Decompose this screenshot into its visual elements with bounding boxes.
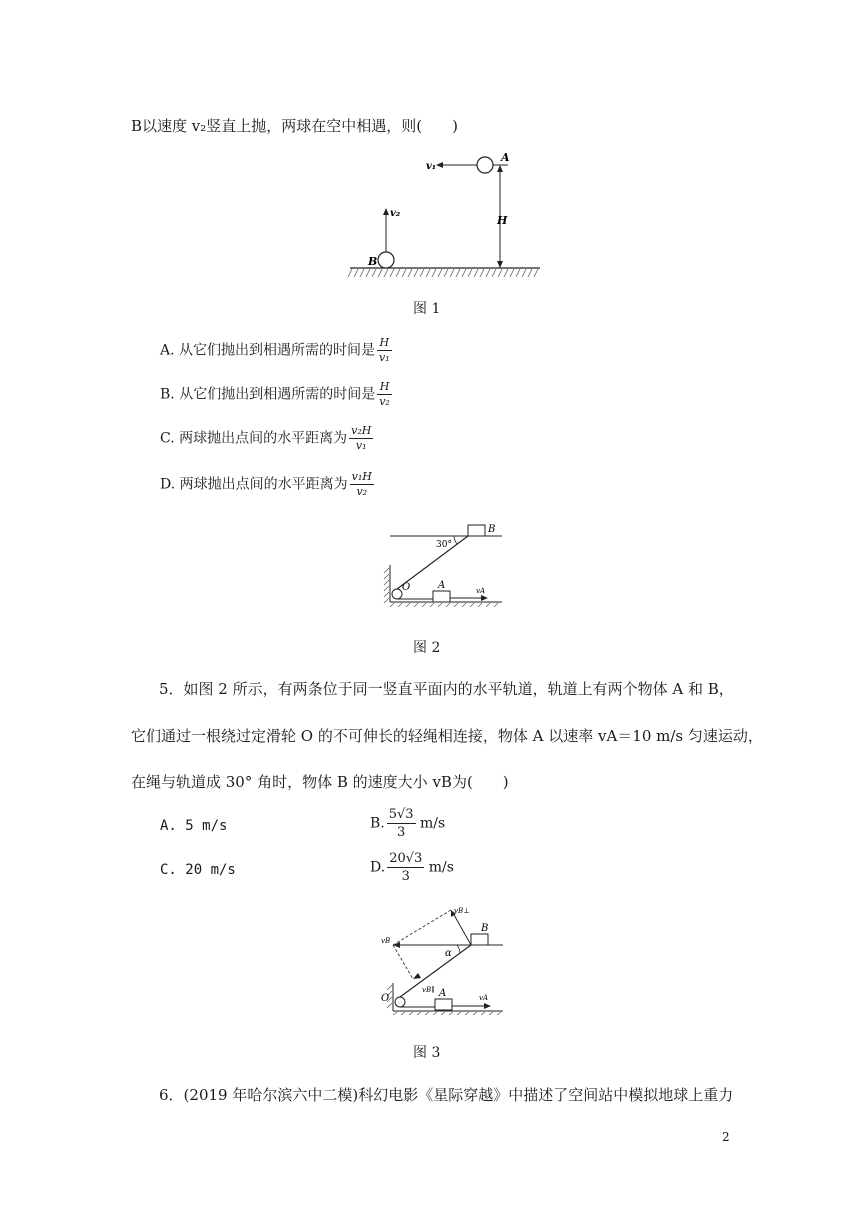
q5-option-d-unit: m/s: [424, 859, 454, 876]
q4-option-a-text: A. 从它们抛出到相遇所需的时间是: [160, 342, 376, 359]
q5-option-d[interactable]: [370, 850, 454, 885]
fig3-label-vB: vB: [381, 937, 391, 945]
fig3-label-vB-parallel: vB∥: [422, 986, 435, 994]
fig1-label-H: H: [497, 214, 508, 227]
q5-line-1: 5．如图 2 所示，有两条位于同一竖直平面内的水平轨道，轨道上有两个物体 A 和 B，: [159, 680, 734, 698]
figure-3: [375, 903, 510, 1015]
q5-option-b-fraction: $\frac{5√3}{3}$: [388, 807, 414, 840]
q4-tail-text: B以速度 v₂竖直上抛，两球在空中相遇，则( ): [131, 117, 458, 135]
q4-option-c[interactable]: [160, 424, 373, 453]
fig1-label-A: A: [501, 151, 510, 164]
fig2-label-B: B: [488, 524, 496, 535]
figure-1: [340, 148, 550, 283]
fig2-label-A: A: [438, 580, 446, 591]
q4-option-b-text: B. 从它们抛出到相遇所需的时间是: [160, 386, 376, 403]
fig2-caption: 图 2: [413, 640, 441, 656]
fig3-label-vB-perp: vB⊥: [454, 907, 470, 915]
fig3-label-B: B: [481, 923, 489, 934]
fig1-label-v1: v₁: [426, 161, 437, 172]
fig1-label-v2: v₂: [390, 208, 401, 219]
fig2-label-vA: vA: [476, 587, 486, 595]
q5-line-3: 在绳与轨道成 30° 角时，物体 B 的速度大小 vB为( ): [131, 773, 509, 791]
q5-option-a[interactable]: A. 5 m/s: [160, 818, 228, 834]
fig3-label-alpha: α: [445, 948, 452, 959]
fig3-label-vA: vA: [479, 994, 489, 1002]
q4-option-d[interactable]: [160, 470, 374, 499]
q4-option-a-fraction: $\frac{H}{\text{v₁}}$: [379, 336, 390, 364]
fig3-label-O: O: [381, 993, 390, 1004]
fig3-caption: 图 3: [413, 1045, 441, 1061]
figure-2: [378, 520, 508, 608]
q4-option-a[interactable]: [160, 336, 392, 365]
q5-option-b-unit: m/s: [415, 815, 446, 832]
q4-option-d-text: D. 两球抛出点间的水平距离为: [160, 476, 348, 493]
page-number: 2: [722, 1130, 730, 1144]
fig3-label-A: A: [439, 988, 447, 999]
q4-option-b[interactable]: [160, 380, 392, 409]
q4-option-d-fraction: $\frac{\text{v₁H}}{\text{v₂}}$: [351, 470, 372, 498]
q6-line-1: 6．(2019 年哈尔滨六中二模)科幻电影《星际穿越》中描述了空间站中模拟地球上重力: [159, 1086, 734, 1104]
fig2-label-angle: 30°: [436, 540, 452, 550]
fig1-label-B: B: [368, 255, 378, 268]
q5-option-c[interactable]: C. 20 m/s: [160, 862, 236, 878]
fig1-caption: 图 1: [413, 301, 441, 317]
q5-option-b-label: B.: [370, 815, 385, 832]
q5-option-d-label: D.: [370, 859, 386, 876]
fig2-label-O: O: [402, 582, 411, 593]
q4-option-c-text: C. 两球抛出点间的水平距离为: [160, 430, 348, 447]
q4-option-c-fraction: $\frac{\text{v₂H}}{\text{v₁}}$: [351, 424, 372, 452]
q5-option-b[interactable]: [370, 806, 445, 841]
q4-option-b-fraction: $\frac{H}{\text{v₂}}$: [379, 380, 390, 408]
q5-line-2: 它们通过一根绕过定滑轮 O 的不可伸长的轻绳相连接，物体 A 以速率 vA＝10 m/s 匀速运动，: [131, 727, 763, 745]
q5-option-d-fraction: $\frac{20√3}{3}$: [389, 851, 423, 884]
